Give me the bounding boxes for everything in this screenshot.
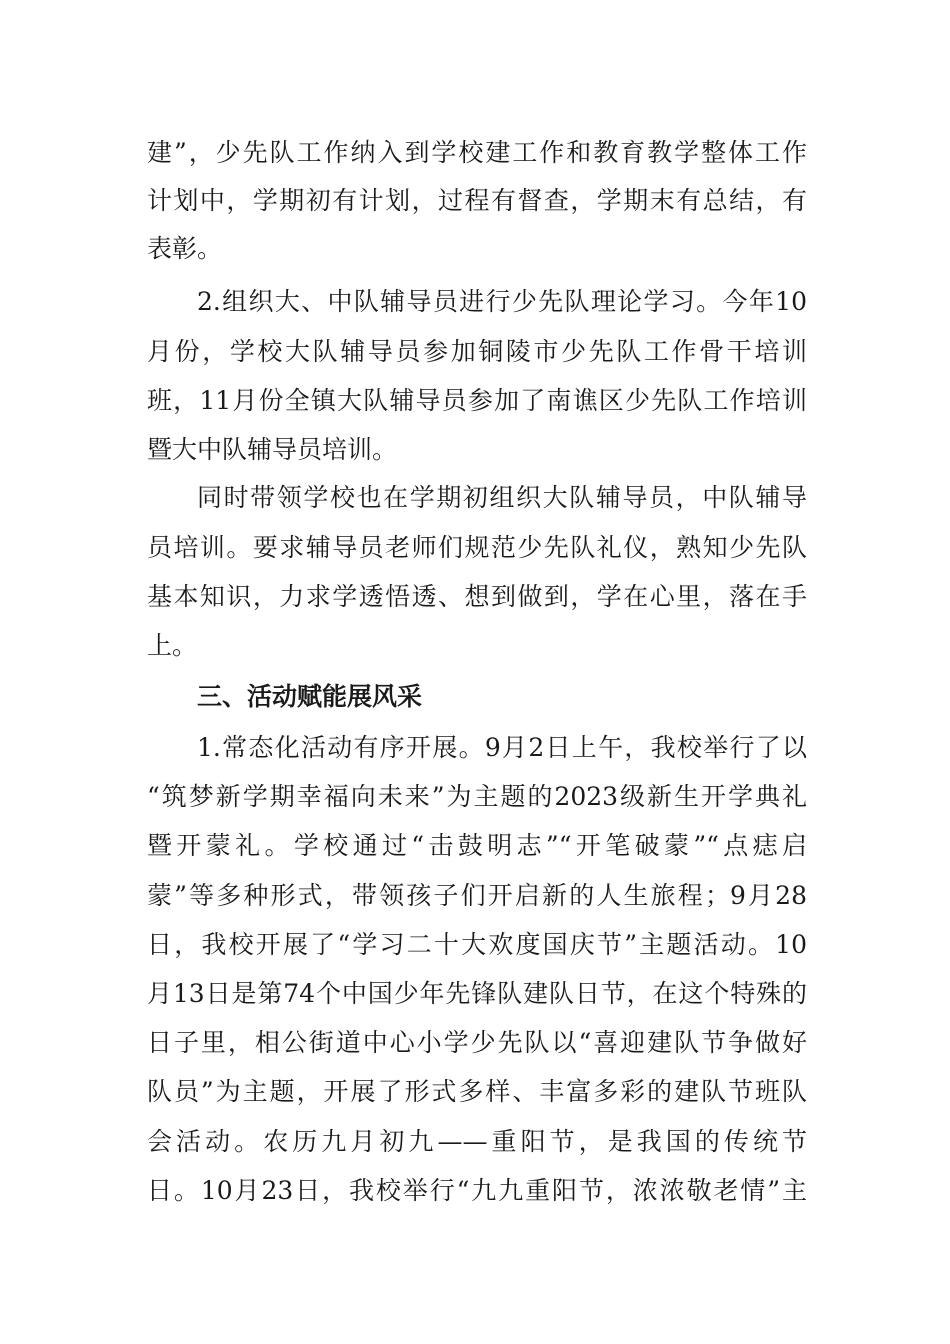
text-line: 暨大中队辅导员培训。 [147,435,398,464]
paragraph-start: 2.组织大、中队辅导员进行少先队理论学习。今年10 [197,287,807,316]
text-line: 员培训。要求辅导员老师们规范少先队礼仪，熟知少先队 [147,533,807,562]
text-line: 会活动。农历九月初九——重阳节，是我国的传统节 [147,1127,807,1156]
text-line: 计划中，学期初有计划，过程有督查，学期末有总结，有 [147,186,807,215]
text-line: 建”，少先队工作纳入到学校建工作和教育教学整体工作 [147,138,807,167]
text-line: 月份，学校大队辅导员参加铜陵市少先队工作骨干培训 [147,337,807,366]
text-line: 基本知识，力求学透悟透、想到做到，学在心里，落在手 [147,582,807,611]
text-line: “筑梦新学期幸福向未来”为主题的2023级新生开学典礼 [147,782,807,811]
text-line: 日，我校开展了“学习二十大欢度国庆节”主题活动。10 [147,930,807,959]
paragraph-start: 1.常态化活动有序开展。9月2日上午，我校举行了以 [197,733,807,762]
section-heading: 三、活动赋能展风采 [197,682,423,711]
text-line: 班，11月份全镇大队辅导员参加了南谯区少先队工作培训 [147,386,807,415]
text-line: 表彰。 [147,234,223,263]
text-line: 日子里，相公街道中心小学少先队以“喜迎建队节争做好 [147,1028,807,1057]
text-line: 上。 [147,631,198,660]
text-line: 蒙”等多种形式，带领孩子们开启新的人生旅程；9月28 [147,881,807,910]
text-line: 日。10月23日，我校举行“九九重阳节，浓浓敬老情”主 [147,1176,807,1205]
text-line: 暨开蒙礼。学校通过“击鼓明志”“开笔破蒙”“点痣启 [147,831,807,860]
text-line: 月13日是第74个中国少年先锋队建队日节，在这个特殊的 [147,979,807,1008]
text-line: 队员”为主题，开展了形式多样、丰富多彩的建队节班队 [147,1077,807,1106]
paragraph-start: 同时带领学校也在学期初组织大队辅导员，中队辅导 [197,483,807,512]
